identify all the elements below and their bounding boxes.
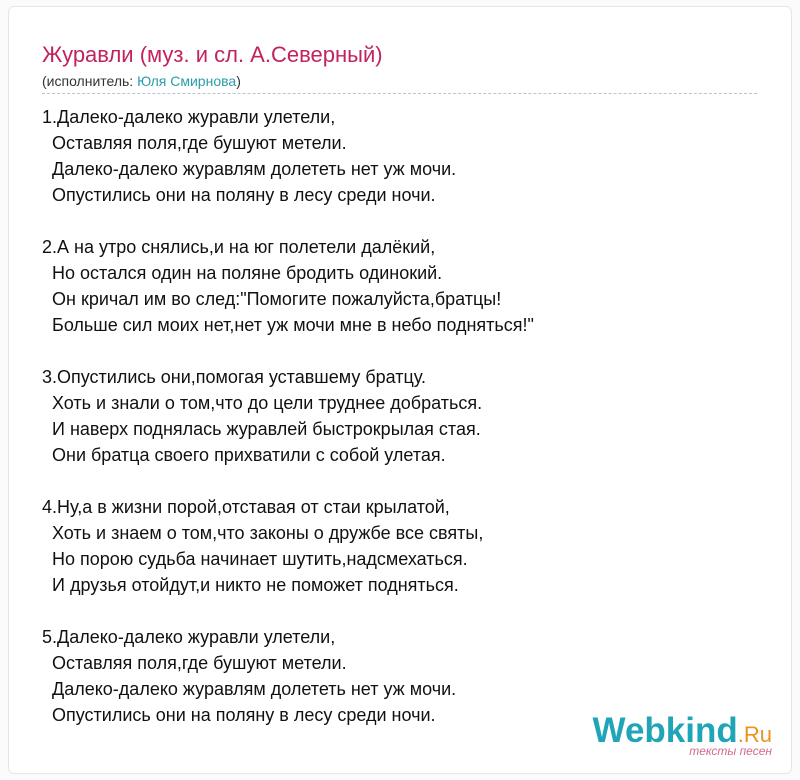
lyric-line: 3.Опустились они,помогая уставшему братцу.	[42, 367, 427, 387]
lyric-line: Он кричал им во след:"Помогите пожалуйста,братцы!	[42, 289, 502, 309]
lyric-line: Опустились они на поляну в лесу среди ночи.	[42, 705, 436, 725]
lyrics-body	[42, 104, 762, 728]
lyric-line: И наверх поднялась журавлей быстрокрылая стая.	[42, 419, 481, 439]
lyric-line: Больше сил моих нет,нет уж мочи мне в небо подняться!"	[42, 315, 534, 335]
logo-tld: .Ru	[737, 722, 772, 747]
verse-gap	[42, 338, 762, 364]
lyric-line: Хоть и знаем о том,что законы о дружбе все святы,	[42, 523, 484, 543]
verse-gap	[42, 468, 762, 494]
header-divider	[42, 93, 757, 94]
lyric-line: Но остался один на поляне бродить одинокий.	[42, 263, 443, 283]
performer-prefix: (исполнитель:	[42, 73, 138, 89]
site-logo[interactable]	[592, 711, 772, 758]
performer-line	[42, 73, 241, 89]
logo-tagline: тексты песен	[689, 744, 772, 758]
verse	[42, 104, 762, 208]
lyric-line: Оставляя поля,где бушуют метели.	[42, 653, 347, 673]
performer-link[interactable]: Юля Смирнова	[137, 73, 237, 89]
verse-gap	[42, 208, 762, 234]
lyric-line: Хоть и знали о том,что до цели труднее добраться.	[42, 393, 483, 413]
lyric-line: Они братца своего прихватили с собой улетая.	[42, 445, 446, 465]
verse	[42, 494, 762, 598]
lyric-line: Далеко-далеко журавлям долететь нет уж мочи.	[42, 159, 457, 179]
lyric-line: Оставляя поля,где бушуют метели.	[42, 133, 347, 153]
lyric-line: 4.Ну,а в жизни порой,отставая от стаи крылатой,	[42, 497, 450, 517]
verse	[42, 364, 762, 468]
lyric-line: И друзья отойдут,и никто не поможет подняться.	[42, 575, 459, 595]
performer-suffix: )	[236, 73, 241, 89]
lyric-line: 1.Далеко-далеко журавли улетели,	[42, 107, 336, 127]
verse	[42, 234, 762, 338]
lyric-line: Опустились они на поляну в лесу среди ночи.	[42, 185, 436, 205]
lyric-line: Но порою судьба начинает шутить,надсмехаться.	[42, 549, 468, 569]
lyric-line: 2.А на утро снялись,и на юг полетели далёкий,	[42, 237, 436, 257]
lyric-line: 5.Далеко-далеко журавли улетели,	[42, 627, 336, 647]
verse-gap	[42, 598, 762, 624]
song-title: Журавли (муз. и сл. А.Северный)	[42, 42, 383, 67]
logo-brand: Webkind	[592, 711, 738, 750]
lyric-line: Далеко-далеко журавлям долететь нет уж мочи.	[42, 679, 457, 699]
